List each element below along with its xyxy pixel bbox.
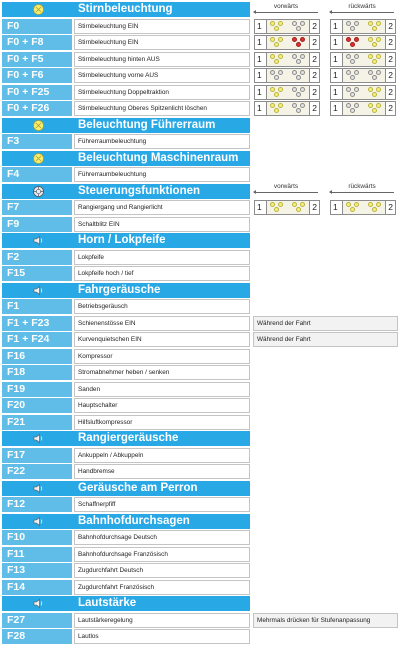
function-note: Während der Fahrt — [253, 332, 398, 347]
function-row — [2, 19, 250, 34]
function-row — [2, 530, 250, 545]
headlight-lamp — [346, 54, 351, 59]
section-title: Geräusche am Perron — [78, 481, 198, 494]
section-header — [2, 431, 250, 446]
function-description: Schaltblitz EIN — [74, 217, 250, 232]
speaker-icon — [32, 482, 45, 495]
headlight-lamp — [354, 70, 359, 75]
function-key: F0 + F5 — [2, 52, 72, 67]
function-description: Lautlos — [74, 629, 250, 644]
locomotive-outline — [342, 102, 386, 115]
cab-end-label-2: 2 — [312, 103, 317, 113]
light-diagram-forward — [254, 200, 320, 215]
headlight-lamp — [292, 37, 297, 42]
headlight-lamp — [296, 75, 301, 80]
function-description: Hauptschalter — [74, 398, 250, 413]
headlight-lamp — [292, 103, 297, 108]
function-key: F15 — [2, 266, 72, 281]
cab-end-label-2: 2 — [312, 202, 317, 212]
function-description: Lokpfeife hoch / tief — [74, 266, 250, 281]
function-row — [2, 52, 250, 67]
light-diagram-backward — [330, 35, 396, 50]
section-header — [2, 481, 250, 496]
light-diagram-forward — [254, 19, 320, 34]
light-diagram-backward — [330, 19, 396, 34]
function-key: F9 — [2, 217, 72, 232]
section-title: Steuerungsfunktionen — [78, 184, 201, 197]
section-header — [2, 596, 250, 611]
function-row — [2, 250, 250, 265]
headlight-lamp — [278, 87, 283, 92]
headlight-lamp — [292, 202, 297, 207]
headlight-lamp — [296, 108, 301, 113]
cab-end-label-1: 1 — [333, 86, 338, 97]
headlight-lamp — [346, 70, 351, 75]
locomotive-outline — [266, 69, 310, 82]
function-key: F19 — [2, 382, 72, 397]
headlight-lamp — [278, 70, 283, 75]
headlight-lamp — [350, 207, 355, 212]
headlight-lamp — [372, 75, 377, 80]
headlight-lamp — [346, 103, 351, 108]
headlight-lamp — [270, 87, 275, 92]
light-bulb-icon — [32, 119, 45, 132]
locomotive-outline — [266, 86, 310, 99]
headlight-lamp — [278, 54, 283, 59]
section-header — [2, 2, 250, 17]
locomotive-outline — [266, 20, 310, 33]
function-key: F16 — [2, 349, 72, 364]
section-title: Fahrgeräusche — [78, 283, 161, 296]
function-row — [2, 101, 250, 116]
function-description: Zugdurchfahrt Deutsch — [74, 563, 250, 578]
headlight-lamp — [296, 59, 301, 64]
function-row — [2, 629, 250, 644]
function-description: Schaffnerpfiff — [74, 497, 250, 512]
function-key: F3 — [2, 134, 72, 149]
headlight-lamp — [354, 54, 359, 59]
cab-end-label-1: 1 — [333, 202, 338, 212]
headlight-lamp — [368, 103, 373, 108]
headlight-lamp — [372, 42, 377, 47]
function-key: F14 — [2, 580, 72, 595]
locomotive-outline — [266, 201, 310, 214]
function-description: Kurvenquietschen EIN — [74, 332, 250, 347]
headlight-lamp — [372, 59, 377, 64]
function-row — [2, 85, 250, 100]
function-row — [2, 266, 250, 281]
function-key: F18 — [2, 365, 72, 380]
light-diagram-backward — [330, 85, 396, 100]
headlight-lamp — [274, 92, 279, 97]
headlight-lamp — [368, 70, 373, 75]
locomotive-outline — [342, 69, 386, 82]
function-description: Bahnhofdurchsage Französisch — [74, 547, 250, 562]
cab-end-label-2: 2 — [388, 37, 393, 47]
cab-end-label-2: 2 — [388, 53, 393, 64]
cab-end-label-2: 2 — [312, 20, 317, 31]
direction-arrow — [254, 192, 318, 193]
headlight-lamp — [376, 202, 381, 207]
headlight-lamp — [296, 42, 301, 47]
function-key: F1 — [2, 299, 72, 314]
light-diagram-forward — [254, 101, 320, 116]
cab-end-label-2: 2 — [388, 20, 393, 31]
headlight-lamp — [350, 42, 355, 47]
direction-arrow — [254, 12, 318, 13]
function-row — [2, 217, 250, 232]
light-diagram-forward — [254, 85, 320, 100]
cab-end-label-2: 2 — [388, 103, 393, 113]
function-row — [2, 497, 250, 512]
cab-end-label-2: 2 — [312, 86, 317, 97]
headlight-lamp — [300, 54, 305, 59]
function-row — [2, 547, 250, 562]
headlight-lamp — [350, 108, 355, 113]
function-row — [2, 134, 250, 149]
light-bulb-icon — [32, 3, 45, 16]
headlight-lamp — [368, 37, 373, 42]
headlight-lamp — [376, 37, 381, 42]
function-description: Lokpfeife — [74, 250, 250, 265]
cab-end-label-2: 2 — [388, 202, 393, 212]
cab-end-label-1: 1 — [333, 20, 338, 31]
direction-label-forward: vorwärts — [273, 183, 299, 190]
cab-end-label-1: 1 — [333, 70, 338, 80]
section-header — [2, 151, 250, 166]
locomotive-outline — [266, 36, 310, 49]
function-row — [2, 332, 250, 347]
function-key: F2 — [2, 250, 72, 265]
function-description: Stirnbeleuchtung EIN — [74, 35, 250, 50]
section-title: Horn / Lokpfeife — [78, 234, 166, 246]
headlight-lamp — [300, 37, 305, 42]
light-diagram-forward — [254, 52, 320, 67]
light-diagram-backward — [330, 68, 396, 83]
locomotive-outline — [342, 201, 386, 214]
headlight-lamp — [270, 21, 275, 26]
function-description: Handbremse — [74, 464, 250, 479]
locomotive-outline — [342, 20, 386, 33]
function-key: F0 + F26 — [2, 101, 72, 116]
headlight-lamp — [346, 202, 351, 207]
headlight-lamp — [354, 103, 359, 108]
speaker-icon — [32, 284, 45, 297]
function-description: Stirnbeleuchtung Oberes Spitzenlicht löschen — [74, 101, 250, 116]
function-row — [2, 349, 250, 364]
function-row — [2, 68, 250, 83]
function-row — [2, 35, 250, 50]
function-description: Stirnbeleuchtung Doppeltraktion — [74, 85, 250, 100]
function-description: Zugdurchfahrt Französisch — [74, 580, 250, 595]
locomotive-outline — [342, 36, 386, 49]
direction-label-forward: vorwärts — [273, 3, 299, 10]
function-row — [2, 448, 250, 463]
function-row — [2, 398, 250, 413]
speaker-icon — [32, 515, 45, 528]
function-description: Hilfsluftkompressor — [74, 415, 250, 430]
light-diagram-forward — [254, 68, 320, 83]
function-key: F1 + F24 — [2, 332, 72, 347]
function-row — [2, 382, 250, 397]
cab-end-label-1: 1 — [257, 20, 262, 31]
headlight-lamp — [372, 92, 377, 97]
cab-end-label-2: 2 — [388, 86, 393, 97]
headlight-lamp — [278, 21, 283, 26]
speaker-icon — [32, 432, 45, 445]
headlight-lamp — [300, 103, 305, 108]
locomotive-outline — [266, 53, 310, 66]
headlight-lamp — [274, 108, 279, 113]
headlight-lamp — [292, 70, 297, 75]
function-key: F0 + F25 — [2, 85, 72, 100]
function-key: F21 — [2, 415, 72, 430]
function-key: F0 + F6 — [2, 68, 72, 83]
headlight-lamp — [278, 202, 283, 207]
headlight-lamp — [354, 21, 359, 26]
function-row — [2, 563, 250, 578]
headlight-lamp — [270, 103, 275, 108]
light-diagram-backward — [330, 101, 396, 116]
speaker-icon — [32, 597, 45, 610]
section-header — [2, 184, 250, 199]
section-header — [2, 233, 250, 248]
locomotive-outline — [266, 102, 310, 115]
headlight-lamp — [368, 21, 373, 26]
function-row — [2, 200, 250, 215]
headlight-lamp — [300, 70, 305, 75]
function-key: F13 — [2, 563, 72, 578]
cab-end-label-1: 1 — [257, 70, 262, 80]
function-description: Stirnbeleuchtung vorne AUS — [74, 68, 250, 83]
speaker-icon — [32, 234, 45, 247]
headlight-lamp — [300, 21, 305, 26]
headlight-lamp — [354, 37, 359, 42]
function-row — [2, 365, 250, 380]
headlight-lamp — [350, 92, 355, 97]
function-row — [2, 464, 250, 479]
cab-end-label-1: 1 — [257, 202, 262, 212]
headlight-lamp — [274, 26, 279, 31]
headlight-lamp — [300, 87, 305, 92]
section-title: Stirnbeleuchtung — [78, 3, 173, 15]
function-description: Stirnbeleuchtung hinten AUS — [74, 52, 250, 67]
headlight-lamp — [270, 37, 275, 42]
headlight-lamp — [368, 87, 373, 92]
headlight-lamp — [270, 54, 275, 59]
function-key: F7 — [2, 200, 72, 215]
cab-end-label-1: 1 — [257, 103, 262, 113]
locomotive-outline — [342, 86, 386, 99]
function-row — [2, 299, 250, 314]
function-key: F0 + F8 — [2, 35, 72, 50]
headlight-lamp — [292, 21, 297, 26]
function-description: Führerraumbeleuchtung — [74, 134, 250, 149]
function-description: Betriebsgeräusch — [74, 299, 250, 314]
headlight-lamp — [376, 54, 381, 59]
headlight-lamp — [270, 202, 275, 207]
function-description: Schienenstösse EIN — [74, 316, 250, 331]
section-title: Rangiergeräusche — [78, 432, 179, 444]
function-description: Kompressor — [74, 349, 250, 364]
light-diagram-forward — [254, 35, 320, 50]
section-header — [2, 283, 250, 298]
section-header — [2, 514, 250, 529]
headlight-lamp — [274, 59, 279, 64]
function-key: F28 — [2, 629, 72, 644]
headlight-lamp — [350, 59, 355, 64]
headlight-lamp — [372, 108, 377, 113]
direction-label-backward: rückwärts — [348, 183, 376, 190]
headlight-lamp — [350, 75, 355, 80]
function-note: Mehrmals drücken für Stufenanpassung — [253, 613, 398, 628]
light-bulb-icon — [32, 152, 45, 165]
cab-end-label-1: 1 — [333, 103, 338, 113]
section-title: Lautstärke — [78, 597, 137, 609]
headlight-lamp — [292, 54, 297, 59]
section-title: Beleuchtung Maschinenraum — [78, 151, 239, 164]
function-description: Stirnbeleuchtung EIN — [74, 19, 250, 34]
headlight-lamp — [376, 21, 381, 26]
function-description: Stromabnehmer heben / senken — [74, 365, 250, 380]
function-description: Lautstärkeregelung — [74, 613, 250, 628]
direction-arrow — [330, 192, 394, 193]
headlight-lamp — [278, 103, 283, 108]
headlight-lamp — [376, 70, 381, 75]
cab-end-label-2: 2 — [388, 70, 393, 80]
headlight-lamp — [296, 207, 301, 212]
cab-end-label-2: 2 — [312, 53, 317, 64]
function-row — [2, 580, 250, 595]
function-key: F22 — [2, 464, 72, 479]
headlight-lamp — [278, 37, 283, 42]
cab-end-label-1: 1 — [333, 53, 338, 64]
headlight-lamp — [346, 21, 351, 26]
cab-end-label-1: 1 — [333, 37, 338, 47]
locomotive-outline — [342, 53, 386, 66]
headlight-lamp — [372, 207, 377, 212]
function-description: Führerraumbeleuchtung — [74, 167, 250, 182]
headlight-lamp — [368, 202, 373, 207]
function-row — [2, 613, 250, 628]
headlight-lamp — [376, 87, 381, 92]
headlight-lamp — [270, 70, 275, 75]
function-description: Sanden — [74, 382, 250, 397]
headlight-lamp — [274, 75, 279, 80]
function-description: Ankuppeln / Abkuppeln — [74, 448, 250, 463]
function-row — [2, 167, 250, 182]
headlight-lamp — [376, 103, 381, 108]
headlight-lamp — [274, 207, 279, 212]
section-title: Beleuchtung Führerraum — [78, 118, 216, 131]
headlight-lamp — [372, 26, 377, 31]
headlight-lamp — [350, 26, 355, 31]
headlight-lamp — [300, 202, 305, 207]
headlight-lamp — [292, 87, 297, 92]
direction-label-backward: rückwärts — [348, 3, 376, 10]
function-description: Bahnhofdurchsage Deutsch — [74, 530, 250, 545]
function-row — [2, 316, 250, 331]
function-key: F10 — [2, 530, 72, 545]
light-diagram-backward — [330, 52, 396, 67]
control-icon — [32, 185, 45, 198]
headlight-lamp — [296, 92, 301, 97]
function-note: Während der Fahrt — [253, 316, 398, 331]
function-key: F20 — [2, 398, 72, 413]
cab-end-label-2: 2 — [312, 37, 317, 47]
cab-end-label-1: 1 — [257, 86, 262, 97]
headlight-lamp — [354, 87, 359, 92]
headlight-lamp — [274, 42, 279, 47]
section-header — [2, 118, 250, 133]
function-row — [2, 415, 250, 430]
cab-end-label-1: 1 — [257, 53, 262, 64]
function-key: F4 — [2, 167, 72, 182]
function-key: F12 — [2, 497, 72, 512]
headlight-lamp — [368, 54, 373, 59]
cab-end-label-2: 2 — [312, 70, 317, 80]
cab-end-label-1: 1 — [257, 37, 262, 47]
section-title: Bahnhofdurchsagen — [78, 514, 190, 527]
headlight-lamp — [346, 87, 351, 92]
light-diagram-backward — [330, 200, 396, 215]
headlight-lamp — [346, 37, 351, 42]
function-key: F0 — [2, 19, 72, 34]
direction-arrow — [330, 12, 394, 13]
function-key: F17 — [2, 448, 72, 463]
function-key: F27 — [2, 613, 72, 628]
headlight-lamp — [296, 26, 301, 31]
headlight-lamp — [354, 202, 359, 207]
function-key: F1 + F23 — [2, 316, 72, 331]
function-description: Rangiergang und Rangierlicht — [74, 200, 250, 215]
function-key: F11 — [2, 547, 72, 562]
